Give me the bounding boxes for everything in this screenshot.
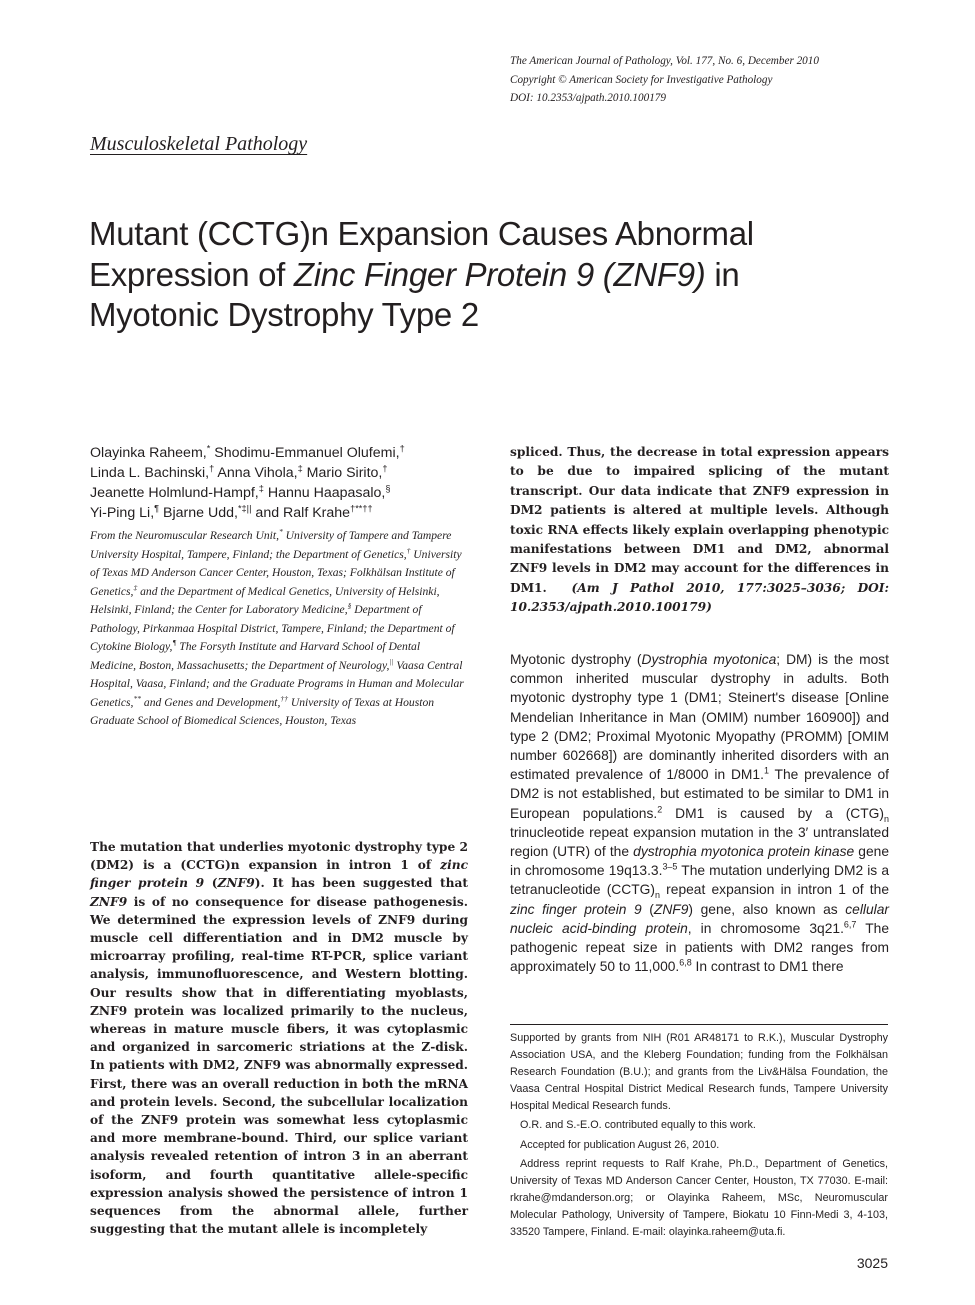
abstract-text: ( — [204, 876, 218, 891]
affil-mark: * — [279, 527, 283, 537]
subscript: n — [654, 890, 660, 901]
body-text: The pathogenic repeat size in patients with DM2 ranges from approximately 50 to 11,000. — [510, 920, 890, 975]
section-heading: Musculoskeletal Pathology — [90, 133, 308, 155]
reference-mark: 3–5 — [662, 861, 678, 872]
affil-mark: ‡ — [297, 463, 303, 474]
affil-mark: ¶ — [172, 638, 177, 648]
body-text: repeat expansion in intron 1 of the — [659, 882, 889, 898]
affil-mark: † — [406, 545, 411, 555]
affil-mark: ** — [133, 693, 141, 703]
affil-mark: * — [206, 443, 211, 454]
subscript: n — [884, 813, 890, 824]
footnote-divider — [510, 1024, 888, 1025]
journal-line: The American Journal of Pathology, Vol. 177, No. 6, December 2010 — [510, 55, 819, 67]
page-number: 3025 — [856, 1255, 888, 1271]
body-text: ; DM) is the most common inherited muscular dystrophy in adults. Both myotonic dystrophy type 1 (DM1; Steinert's disease [Online Mendelian Inheritance in Man (OMIM) number 160900]) and type 2 (DM2; Proximal Myotonic Myopathy (PROMM) [OMIM number 602668]) are dominantly inherited disorders with an estimated prevalence of 1/8000 in DM1. — [510, 652, 889, 783]
acceptance-note: Accepted for publication August 26, 2010. — [520, 1138, 720, 1151]
affil-mark: || — [389, 656, 394, 666]
introduction-paragraph — [510, 650, 889, 976]
body-text: , in chromosome 3q21. — [687, 920, 844, 936]
contribution-note: O.R. and S.-E.O. contributed equally to this work. — [520, 1119, 756, 1132]
abstract-text: spliced. Thus, the decrease in total expression appears to be due to impaired splicing of the mutant transcript. Our data indicate that ZNF9 expression in DM2 patients is altered at multiple levels. Although toxic RNA effects likely explain overlapping phenotypic manifestations between DM1 and DM2, abnormal ZNF9 levels in DM2 may account for the differences in DM1. — [510, 445, 889, 595]
author: Anna Vihola, — [214, 465, 298, 481]
affil-mark: †† — [280, 693, 288, 703]
body-italic: cellular nucleic acid-binding protein — [510, 901, 889, 936]
affil-text: University of Texas at Houston Graduate School of Biomedical Sciences, Houston, Texas — [90, 695, 435, 727]
body-text: trinucleotide repeat expansion mutation in the 3′ untranslated region (UTR) of the — [510, 824, 889, 860]
body-text: In contrast to DM1 there — [691, 959, 844, 975]
body-text: gene in chromosome 19q13.3. — [510, 844, 890, 879]
author: Olayinka Raheem, — [90, 445, 207, 461]
affil-text: University of Tampere and Tampere University Hospital, Tampere, Finland; the Department of Genetics, — [90, 529, 452, 561]
abstract-citation: (Am J Pathol 2010, 177:3025–3036; DOI: 10.2353/ajpath.2010.100179) — [510, 580, 889, 615]
affil-mark: *‡|| — [237, 503, 252, 514]
abstract-right-column — [510, 443, 889, 618]
affil-mark: ¶ — [154, 503, 160, 514]
affil-mark: †**†† — [350, 503, 373, 514]
abstract-left-column — [90, 838, 468, 1238]
reference-mark: 6,7 — [843, 919, 857, 930]
reference-mark: 2 — [657, 804, 663, 815]
title-part: Mutant (CCTG)n Expansion Causes Abnormal Expression of — [89, 215, 754, 293]
affil-text: and Genes and Development, — [141, 695, 281, 709]
author: Yi-Ping Li, — [90, 505, 155, 521]
reference-mark: 1 — [763, 765, 769, 776]
affil-mark: ‡ — [258, 483, 264, 494]
affil-mark: † — [382, 463, 388, 474]
affil-text: Vaasa Central Hospital, Vaasa, Finland; and the Graduate Programs in Human and Molecular Genetics, — [90, 658, 464, 709]
author: Jeanette Holmlund-Hampf, — [90, 485, 259, 501]
copyright-line: Copyright © American Society for Investigative Pathology — [510, 73, 773, 86]
author: and Ralf Krahe — [251, 505, 351, 521]
author: Bjarne Udd, — [159, 505, 238, 521]
funding-note: Supported by grants from NIH (R01 AR48171 to R.K.), Muscular Dystrophy Association USA, and the Kleberg Foundation; funding from the Folkhälsan Research Foundation (B.U.); and grants from the Liv&Hälsa Foundation, the Vaasa Central Hospital District Medical Research funds, Tampere University Hospital Medical Research funds. — [510, 1032, 888, 1113]
correspondence-note: Address reprint requests to Ralf Krahe, Ph.D., Department of Genetics, University of Texas MD Anderson Cancer Center, Houston, TX 77030. E-mail: rkrahe@mdanderson.org; or Olayinka Raheem, MSc, Neuromuscular Molecular Pathology, University of Tampere, Biokatu 10 Finn-Medi 3, 4-103, 33520 Tampere, Finland. E-mail: olayinka.raheem@uta.fi. — [510, 1157, 888, 1239]
affil-text: and the Department of Medical Genetics, University of Helsinki, Helsinki, Finland; the Center for Laboratory Medicine, — [90, 584, 440, 616]
reference-mark: 6,8 — [679, 957, 692, 968]
author: Mario Sirito, — [302, 465, 383, 481]
body-italic: Dystrophia myotonica — [641, 652, 777, 667]
body-text: The mutation underlying DM2 is a tetranucleotide (CCTG) — [510, 863, 889, 898]
journal-citation — [510, 52, 950, 108]
abstract-text: The mutation that underlies myotonic dystrophy type 2 (DM2) is a (CCTG)n expansion in intron 1 of — [90, 840, 468, 873]
affil-mark: † — [209, 463, 215, 474]
author: Linda L. Bachinski, — [90, 465, 210, 481]
body-italic: dystrophia myotonica protein kinase — [633, 844, 855, 860]
body-text: ( — [641, 901, 654, 917]
body-text: DM1 is caused by a (CTG) — [662, 805, 885, 821]
affil-text: Department of Pathology, Pirkanmaa Hospital District, Tampere, Finland; the Department of Cytokine Biology, — [90, 603, 455, 653]
affil-text: University of Texas MD Anderson Cancer Center, Houston, Texas; Folkhälsan Institute of Genetics, — [90, 547, 462, 598]
article-title — [89, 214, 829, 336]
affil-mark: § — [347, 601, 352, 611]
author: Shodimu-Emmanuel Olufemi, — [210, 445, 400, 461]
title-part: in Myotonic Dystrophy Type 2 — [89, 255, 740, 333]
affil-text: The Forsyth Institute and Harvard School of Dental Medicine, Boston, Massachusetts; the Department of Neurology, — [90, 640, 421, 672]
abstract-italic: ZNF9 — [90, 894, 128, 909]
affiliations — [90, 527, 466, 731]
abstract-italic: ZNF9 — [217, 876, 255, 891]
author-list — [90, 443, 470, 523]
footnotes — [510, 1030, 888, 1243]
body-italic: ZNF9 — [653, 901, 689, 917]
abstract-text: ). It has been suggested that — [254, 876, 468, 891]
body-text: The prevalence of DM2 is not established, but estimated to be similar to DM1 in European populations. — [510, 767, 889, 821]
abstract-italic: zinc finger protein 9 — [90, 858, 468, 891]
affil-mark: † — [399, 443, 405, 454]
author: Hannu Haapasalo, — [263, 485, 386, 501]
body-italic: zinc finger protein 9 — [510, 901, 642, 917]
abstract-text: is of no consequence for disease pathogenesis. We determined the expression levels of ZNF9 during muscle cell differentiation and in DM2 muscle by microarray profiling, real-time RT-PCR, splice variant analysis, immunofluorescence, and Western blotting. Our results show that in differentiating myoblasts, ZNF9 protein was localized primarily to the nucleus, whereas in mature muscle fibers, it was cytoplasmic and organized in sarcomeric striations at the Z-disk. In patients with DM2, ZNF9 was abnormally expressed. First, there was an overall reduction in both the mRNA and protein levels. Second, the subcellular localization of the ZNF9 protein was somewhat less cytoplasmic and more membrane-bound. Third, our splice variant analysis revealed retention of intron 3 in an aberrant isoform, and fourth quantitative allele-specific expression analysis showed the persistence of intron 1 sequences from the abnormal allele, further suggesting that the mutant allele is incompletely — [90, 894, 468, 1237]
affil-mark: ‡ — [133, 582, 138, 592]
title-italic: Zinc Finger Protein 9 (ZNF9) — [293, 255, 706, 293]
doi-line: DOI: 10.2353/ajpath.2010.100179 — [510, 92, 666, 104]
affil-mark: § — [385, 483, 391, 494]
body-text: Myotonic dystrophy ( — [510, 652, 642, 667]
body-text: ) gene, also known as — [688, 901, 846, 917]
affil-text: From the Neuromuscular Research Unit, — [90, 529, 280, 542]
